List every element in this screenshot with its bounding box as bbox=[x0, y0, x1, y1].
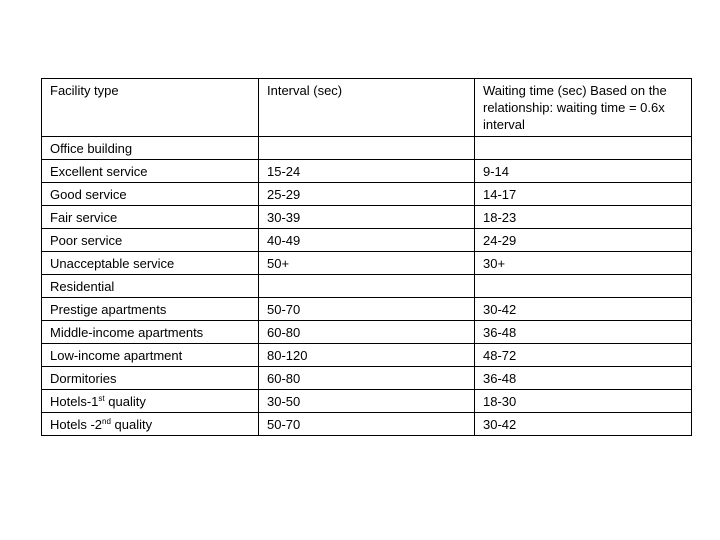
waiting-time-cell: 24-29 bbox=[475, 229, 692, 252]
waiting-time-cell: 48-72 bbox=[475, 344, 692, 367]
interval-cell: 80-120 bbox=[259, 344, 475, 367]
facility-cell: Unacceptable service bbox=[42, 252, 259, 275]
table-container bbox=[41, 78, 692, 436]
header-waiting-time: Waiting time (sec) Based on the relationship: waiting time = 0.6x interval bbox=[475, 79, 692, 137]
table-row bbox=[42, 183, 692, 206]
table-row bbox=[42, 390, 692, 413]
interval-cell: 50+ bbox=[259, 252, 475, 275]
table-row bbox=[42, 160, 692, 183]
section-row bbox=[42, 275, 692, 298]
waiting-time-cell: 9-14 bbox=[475, 160, 692, 183]
interval-cell: 50-70 bbox=[259, 298, 475, 321]
table-row bbox=[42, 344, 692, 367]
header-facility-type: Facility type bbox=[42, 79, 259, 137]
waiting-time-cell: 36-48 bbox=[475, 321, 692, 344]
waiting-time-cell: 30-42 bbox=[475, 413, 692, 436]
waiting-time-cell: 36-48 bbox=[475, 367, 692, 390]
section-title: Office building bbox=[42, 137, 259, 160]
facility-text-tail: quality bbox=[104, 394, 146, 409]
interval-cell: 60-80 bbox=[259, 321, 475, 344]
facility-cell bbox=[42, 413, 259, 436]
waiting-time-table bbox=[41, 78, 692, 436]
interval-cell: 25-29 bbox=[259, 183, 475, 206]
facility-text-tail: quality bbox=[110, 417, 153, 432]
header-interval: Interval (sec) bbox=[259, 79, 475, 137]
waiting-time-cell: 30+ bbox=[475, 252, 692, 275]
facility-cell: Middle-income apartments bbox=[42, 321, 259, 344]
section-empty-cell bbox=[259, 137, 475, 160]
facility-cell: Low-income apartment bbox=[42, 344, 259, 367]
facility-cell: Fair service bbox=[42, 206, 259, 229]
interval-cell: 15-24 bbox=[259, 160, 475, 183]
interval-cell: 30-50 bbox=[259, 390, 475, 413]
table-row bbox=[42, 252, 692, 275]
waiting-time-cell: 30-42 bbox=[475, 298, 692, 321]
interval-cell: 50-70 bbox=[259, 413, 475, 436]
facility-cell: Good service bbox=[42, 183, 259, 206]
interval-cell: 60-80 bbox=[259, 367, 475, 390]
waiting-time-cell: 18-23 bbox=[475, 206, 692, 229]
table-row bbox=[42, 367, 692, 390]
header-row bbox=[42, 79, 692, 137]
facility-cell: Poor service bbox=[42, 229, 259, 252]
waiting-time-cell: 18-30 bbox=[475, 390, 692, 413]
ordinal-suffix: nd bbox=[102, 417, 111, 426]
table-row bbox=[42, 413, 692, 436]
facility-cell: Excellent service bbox=[42, 160, 259, 183]
table-row bbox=[42, 229, 692, 252]
waiting-time-cell: 14-17 bbox=[475, 183, 692, 206]
table-row bbox=[42, 298, 692, 321]
ordinal-suffix: st bbox=[98, 394, 105, 403]
facility-text: Hotels-1 bbox=[50, 394, 99, 409]
facility-cell: Dormitories bbox=[42, 367, 259, 390]
interval-cell: 40-49 bbox=[259, 229, 475, 252]
table-row bbox=[42, 321, 692, 344]
section-empty-cell bbox=[259, 275, 475, 298]
section-empty-cell bbox=[475, 275, 692, 298]
facility-cell bbox=[42, 390, 259, 413]
interval-cell: 30-39 bbox=[259, 206, 475, 229]
table-row bbox=[42, 206, 692, 229]
facility-cell: Prestige apartments bbox=[42, 298, 259, 321]
section-empty-cell bbox=[475, 137, 692, 160]
facility-text: Hotels -2 bbox=[50, 417, 103, 432]
section-title: Residential bbox=[42, 275, 259, 298]
section-row bbox=[42, 137, 692, 160]
